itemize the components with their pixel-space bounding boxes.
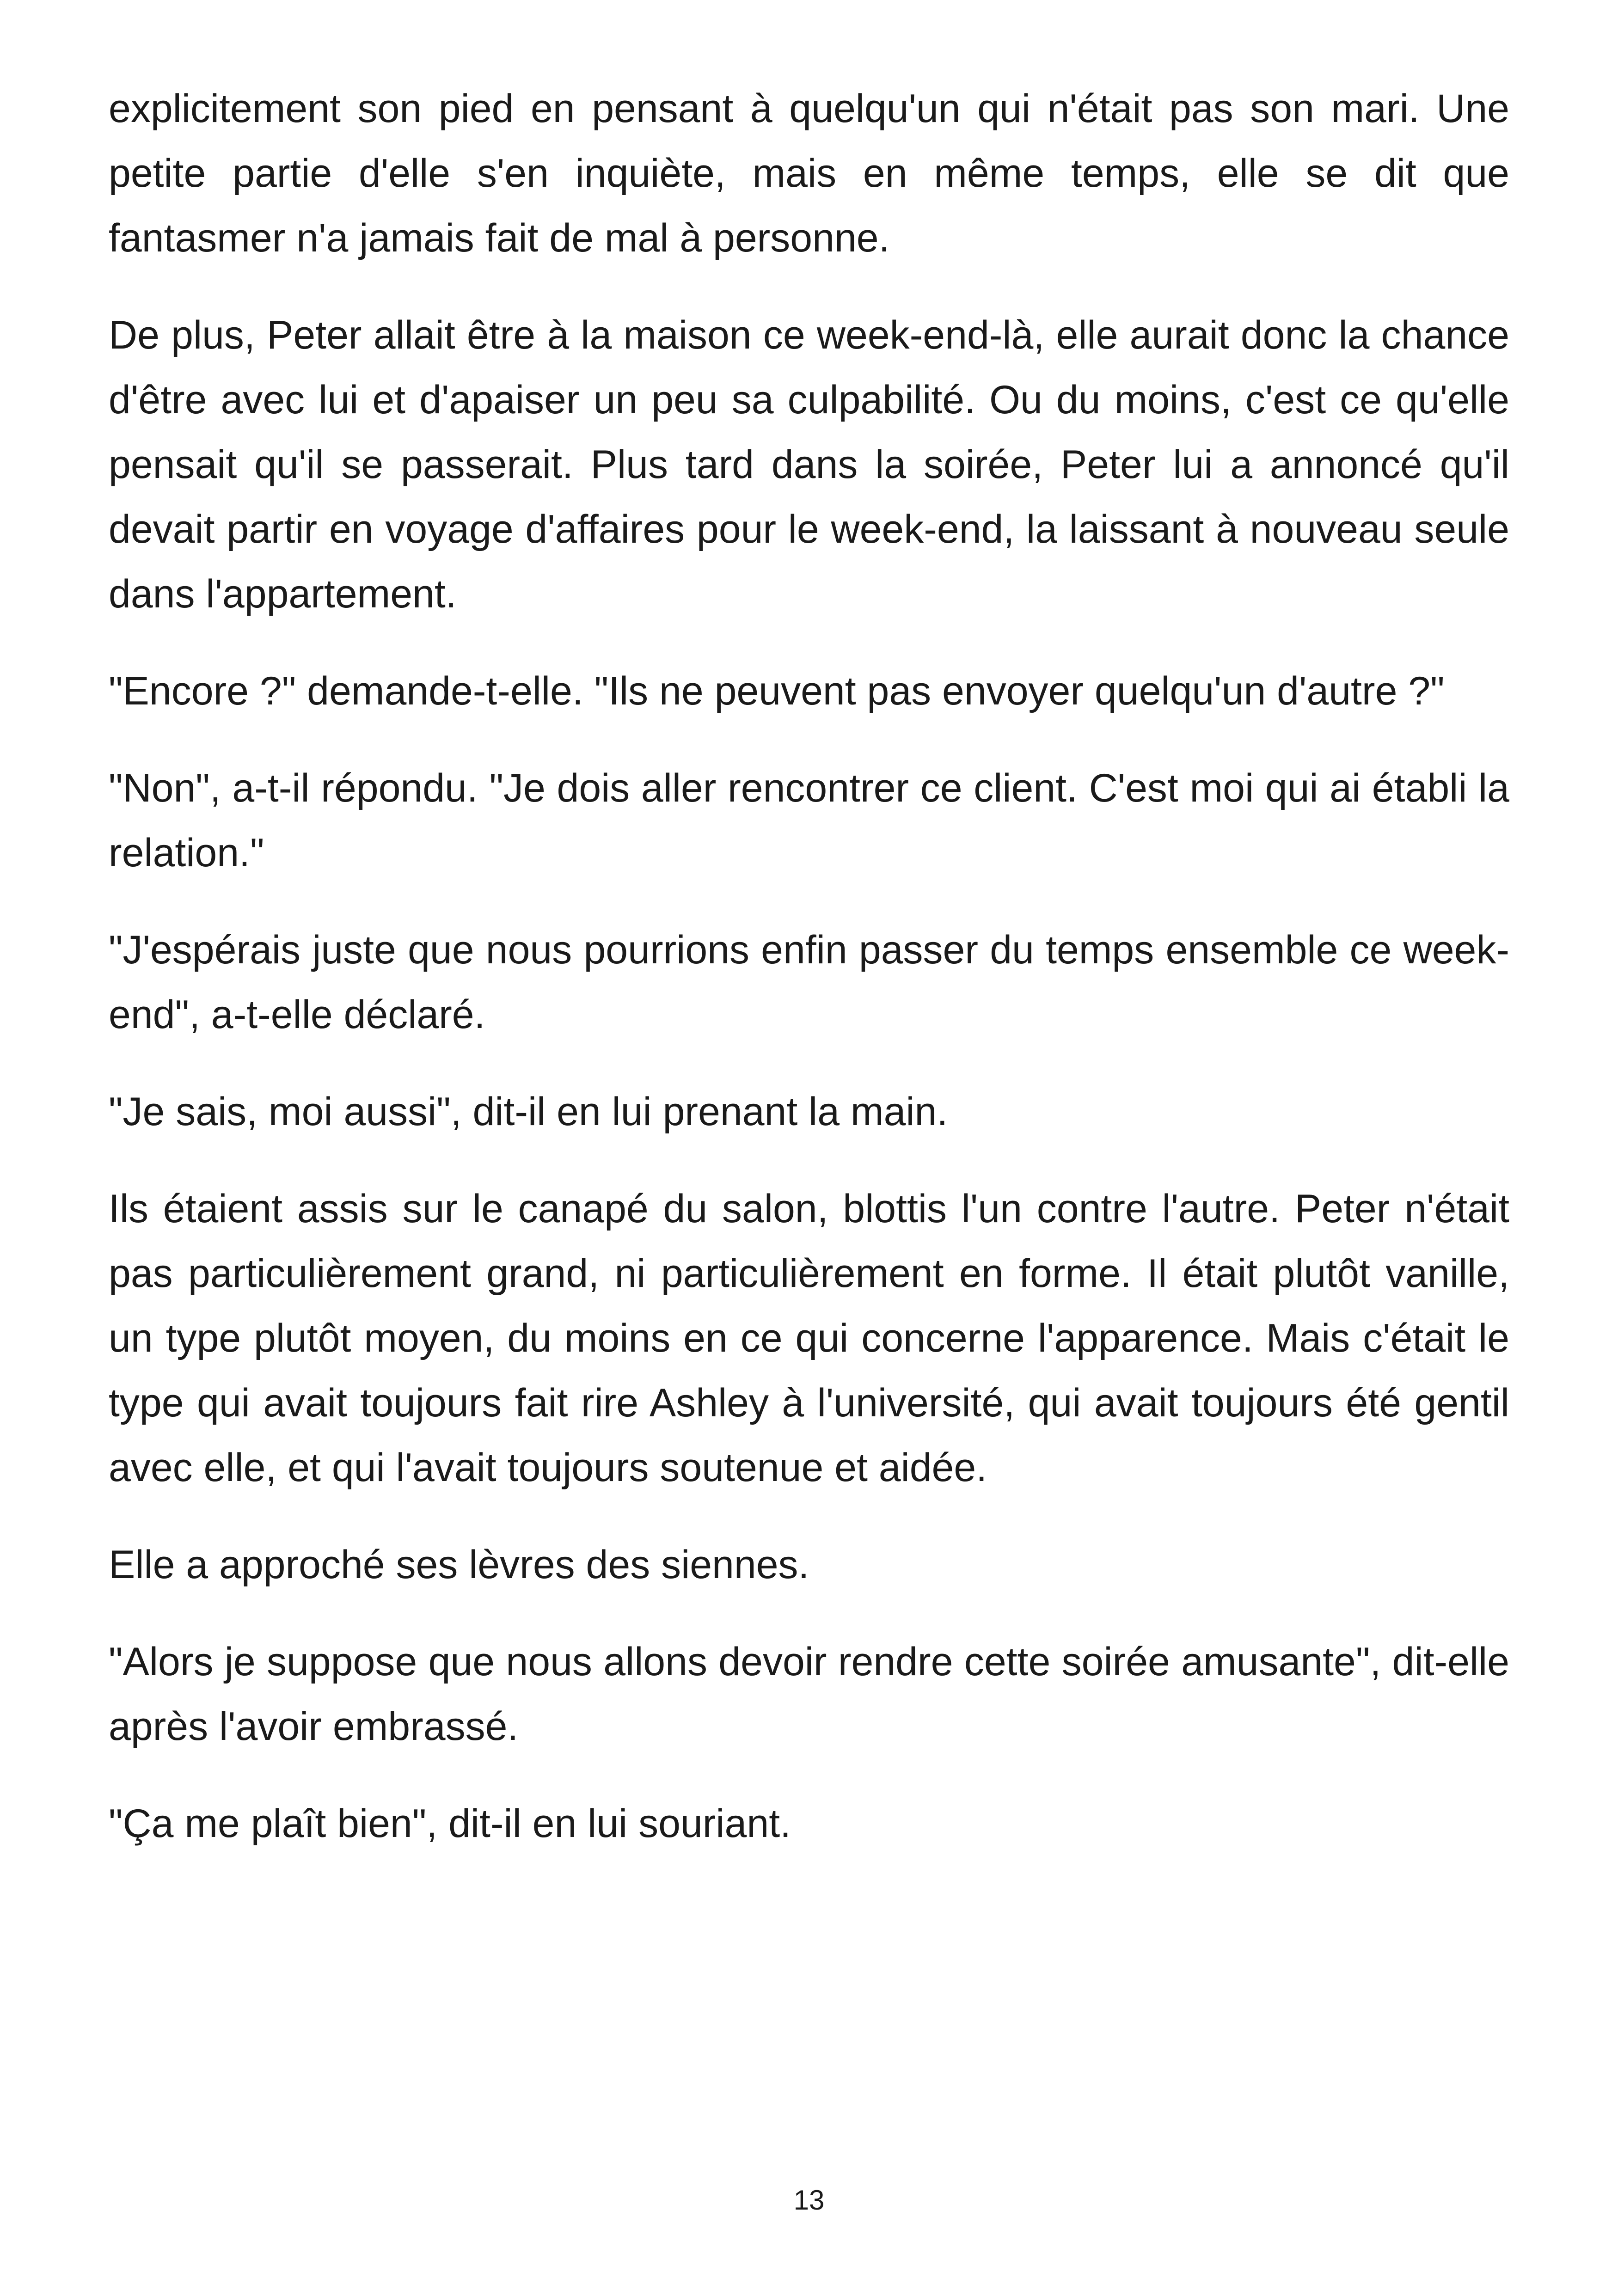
paragraph-3: "Encore ?" demande-t-elle. "Ils ne peuvent pas envoyer quelqu'un d'autre ?" — [109, 669, 1445, 713]
document-body — [109, 76, 1509, 1888]
paragraph-10: "Ça me plaît bien", dit-il en lui souriant. — [109, 1801, 791, 1846]
paragraph-6: "Je sais, moi aussi", dit-il en lui prenant la main. — [109, 1090, 948, 1134]
paragraph-4: "Non", a-t-il répondu. "Je dois aller rencontrer ce client. C'est moi qui ai établi la relation." — [109, 766, 1509, 875]
paragraph-1: explicitement son pied en pensant à quelqu'un qui n'était pas son mari. Une petite partie d'elle s'en inquiète, mais en même temps, elle se dit que fantasmer n'a jamais fait de mal à personne. — [109, 86, 1509, 260]
paragraph-5: "J'espérais juste que nous pourrions enfin passer du temps ensemble ce week-end", a-t-elle déclaré. — [109, 928, 1509, 1037]
paragraph-2: De plus, Peter allait être à la maison ce week-end-là, elle aurait donc la chance d'être avec lui et d'apaiser un peu sa culpabilité. Ou du moins, c'est ce qu'elle pensait qu'il se passerait. Plus tard dans la soirée, Peter lui a annoncé qu'il devait partir en voyage d'affaires pour le week-end, la laissant à nouveau seule dans l'appartement. — [109, 313, 1509, 616]
page-number: 13 — [793, 2185, 825, 2216]
paragraph-9: "Alors je suppose que nous allons devoir rendre cette soirée amusante", dit-elle après l'avoir embrassé. — [109, 1640, 1509, 1749]
paragraph-7: Ils étaient assis sur le canapé du salon, blottis l'un contre l'autre. Peter n'était pas particulièrement grand, ni particulièrement en forme. Il était plutôt vanille, un type plutôt moyen, du moins en ce qui concerne l'apparence. Mais c'était le type qui avait toujours fait rire Ashley à l'université, qui avait toujours été gentil avec elle, et qui l'avait toujours soutenue et aidée. — [109, 1187, 1509, 1490]
paragraph-8: Elle a approché ses lèvres des siennes. — [109, 1543, 809, 1587]
